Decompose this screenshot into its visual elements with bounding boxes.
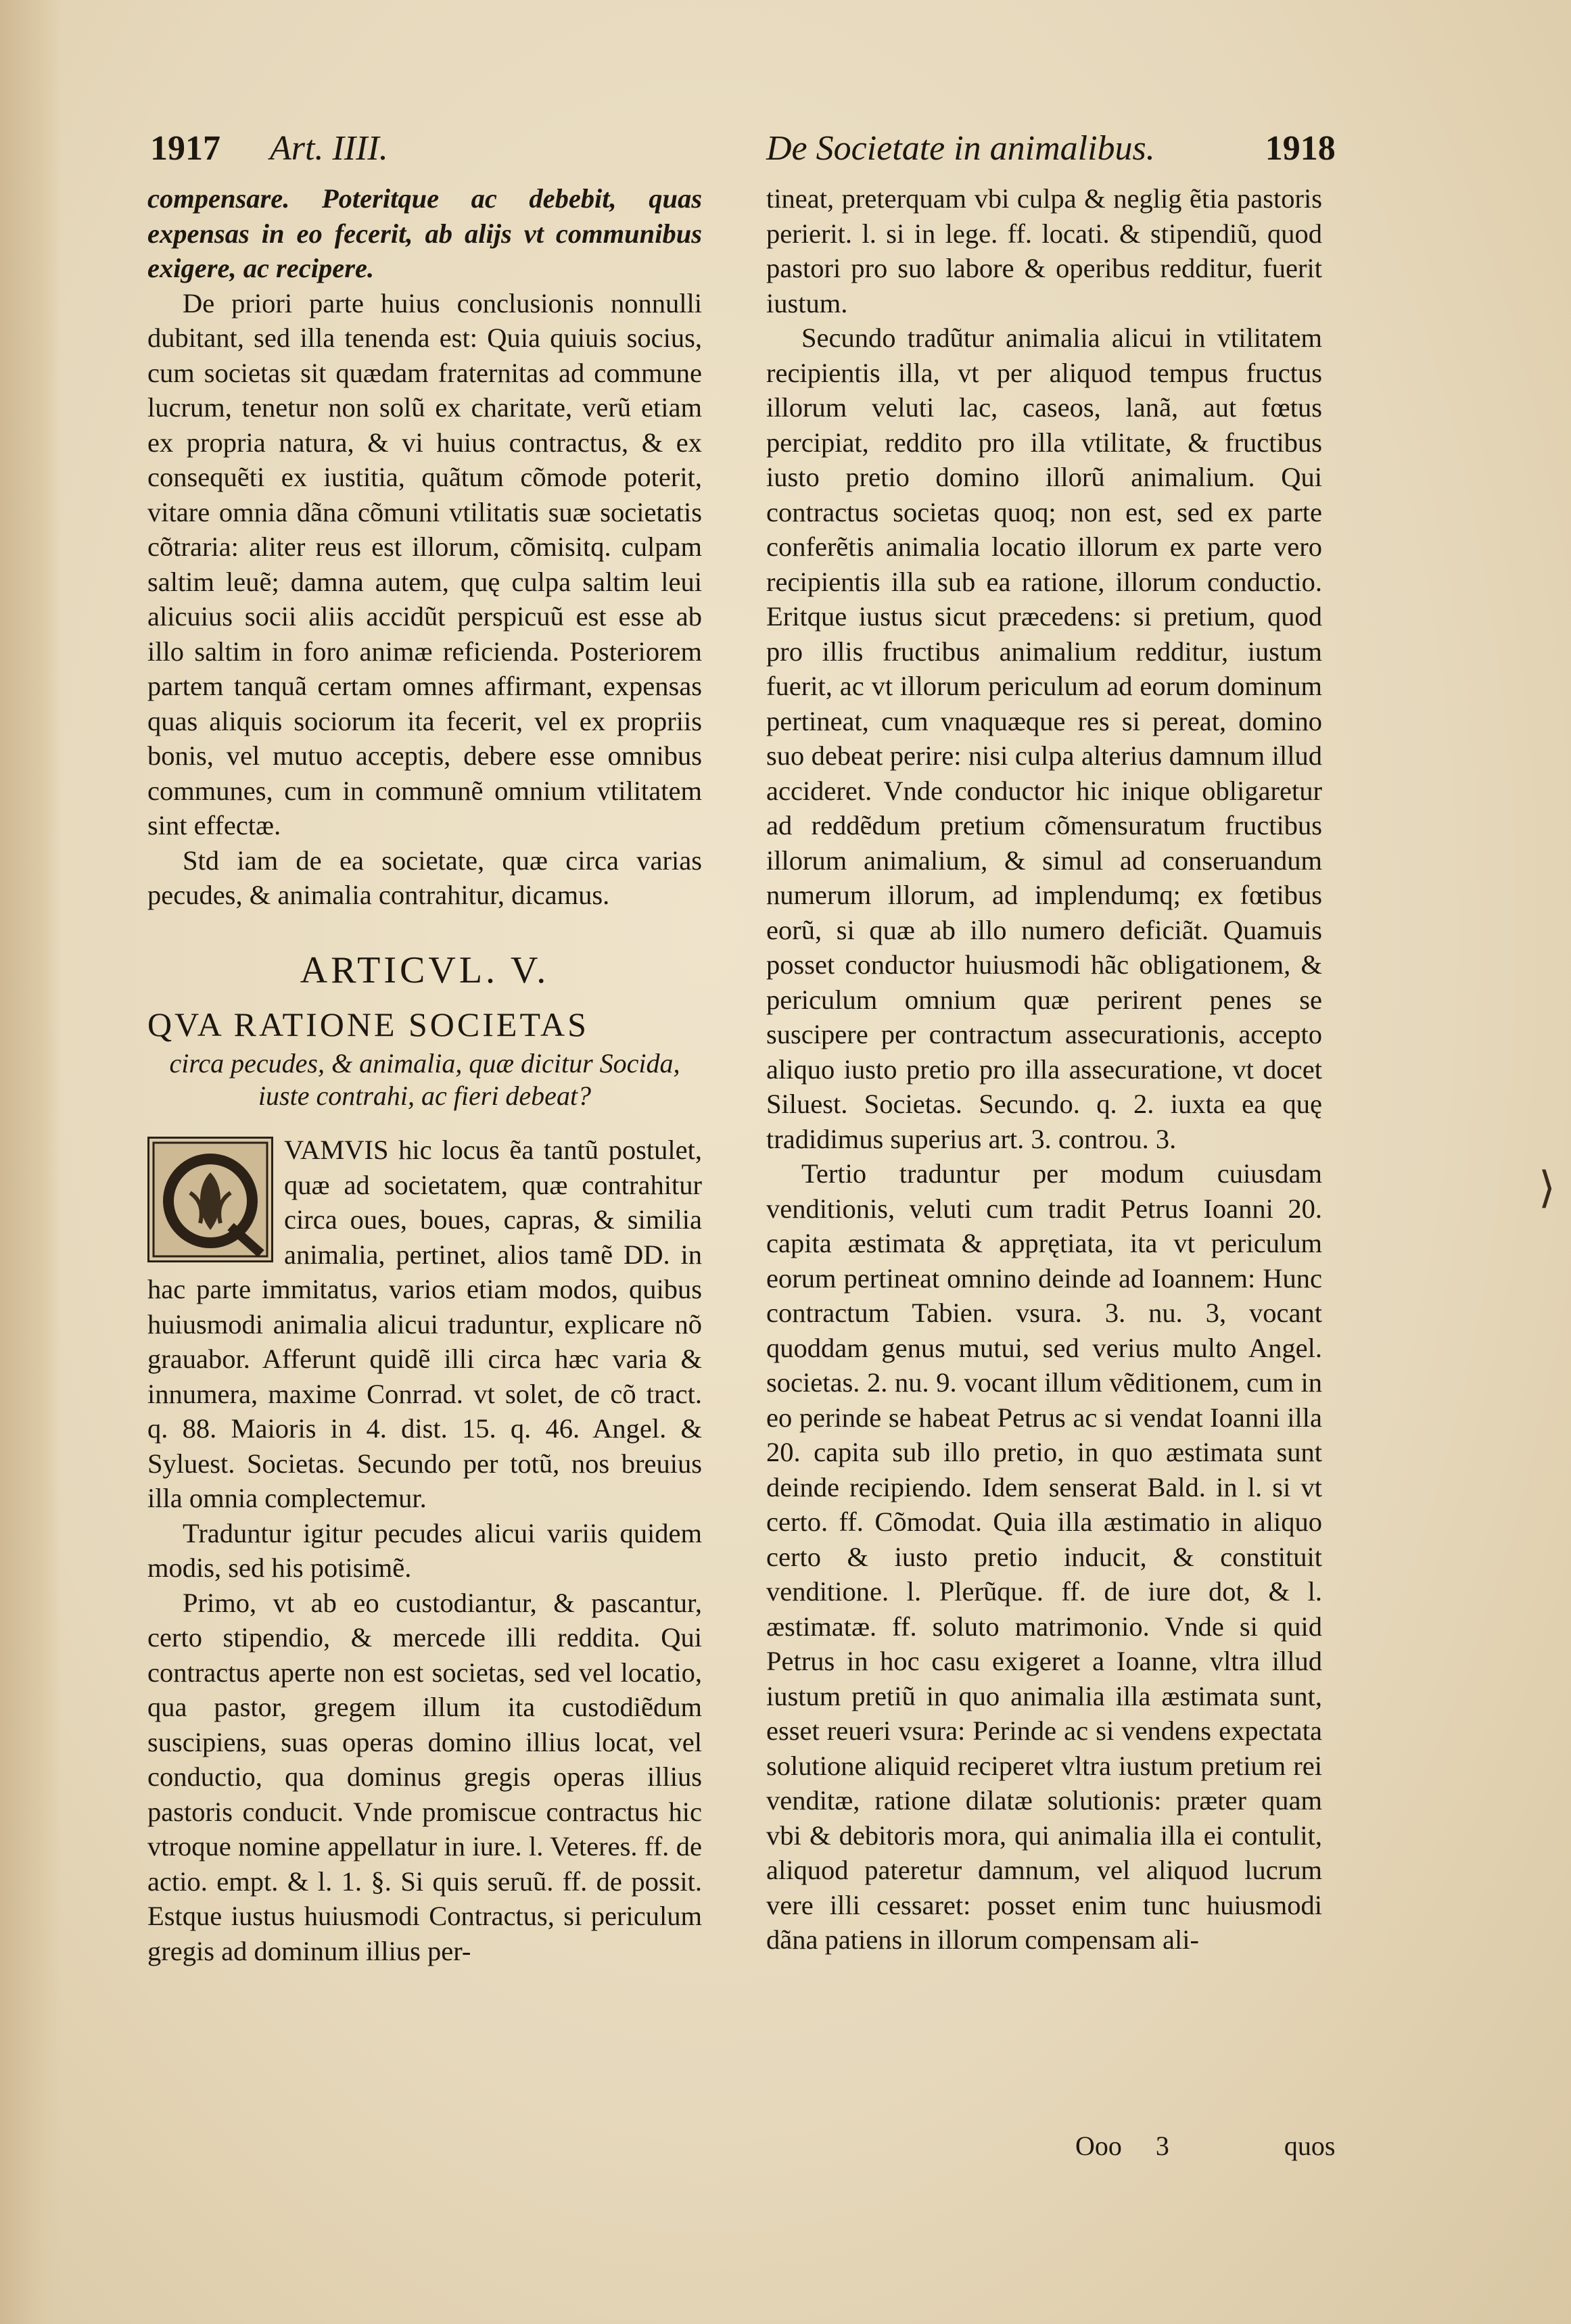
left-header — [150, 128, 388, 168]
signature-mark: Ooo — [1075, 2131, 1122, 2161]
decorated-initial — [147, 1137, 273, 1262]
right-column — [766, 181, 1322, 1958]
right-page-number: 1918 — [1265, 129, 1336, 168]
right-header — [766, 128, 1336, 168]
paragraph: Primo, vt ab eo custodiantur, & pascantur, certo stipendio, & mercede illi reddita. Qui contractus aperte non est societas, sed vel locatio, qua pastor, gregem illum ita custodiẽdum suscipiens, suas operas domino illius locat, vel conductio, qua dominus gregis operas illius pastoris conducit. Vnde promiscue contractus hic vtroque nomine appellatur in iure. l. Veteres. ff. de actio. empt. & l. 1. §. Si quis seruũ. ff. de possit. Estque iustus huiusmodi Contractus, si periculum gregis ad dominum illius per- — [147, 1587, 702, 1966]
catchword: quos — [1284, 2131, 1336, 2161]
page-footer — [1075, 2130, 1362, 2162]
paragraph: Traduntur igitur pecudes alicui variis quidem modis, sed his potisimẽ. — [147, 1517, 702, 1583]
decorated-initial-ornament-icon — [149, 1139, 271, 1260]
right-running-title: De Societate in animalibus. — [766, 129, 1155, 168]
paragraph: tineat, preterquam vbi culpa & neglig ẽtia pastoris perierit. l. si in lege. ff. locati. & stipendiũ, quod pastori pro suo labore & operibus redditur, fuerit iustum. — [766, 183, 1322, 318]
paragraph: De priori parte huius conclusionis nonnulli dubitant, sed illa tenenda est: Quia quiuis socius, cum societas sit quædam fraternitas ad commune lucrum, tenetur non solũ ex charitate, verũ etiam ex propria natura, & vi huius contractus, & ex consequẽti ex iustitia, quãtum cõmode poterit, vitare omnia dãna cõmuni vtilitatis suæ societatis cõtraria: aliter reus est illorum, cõmisitq. culpam saltim leuẽ; damna autem, quę culpa saltim leui alicuius socii aliis accidũt perspicuũ est esse ab illo saltim in foro animæ reficienda. Posteriorem partem tanquã certam omnes affirmant, expensas quas aliquis sociorum ita fecerit, vel ex propriis bonis, vel mutuo acceptis, debere esse omnibus communes, cum in communẽ omnium vtilitatem sint effectæ. — [147, 287, 702, 840]
article-subheading: circa pecudes, & animalia, quæ dicitur Socida, iuste contrahi, ac fieri debeat? — [169, 1048, 680, 1111]
article-heading: QVA RATIONE SOCIETAS — [147, 1005, 589, 1043]
opening-italic-text: compensare. Poteritque ac debebit, quas expensas in eo fecerit, ab alijs vt communibus exigere, ac recipere. — [147, 183, 702, 283]
left-column — [147, 181, 702, 1968]
signature-number: 3 — [1155, 2131, 1169, 2161]
article-title: ARTICVL. V. — [300, 949, 550, 991]
paragraph: VAMVIS hic locus ẽa tantũ postulet, quæ ad societatem, quæ contrahitur circa oues, boues, capras, & similia animalia, pertinet, alios tamẽ DD. in hac parte immitatus, varios etiam modos, quibus huiusmodi animalia alicui traduntur, explicare nõ grauabor. Afferunt quidẽ illi circa hæc varia & innumera, maxime Conrrad. vt solet, de cõ tract. q. 88. Maioris in 4. dist. 15. q. 46. Angel. & Syluest. Societas. Secundo per totũ, nos breuius illa omnia complectemur. — [147, 1135, 702, 1513]
paragraph: Std iam de ea societate, quæ circa varias pecudes, & animalia contrahitur, dicamus. — [147, 845, 702, 910]
paragraph: Tertio traduntur per modum cuiusdam venditionis, veluti cum tradit Petrus Ioanni 20. capita æstimata & apprętiata, ita vt periculum eorum pertineat omnino deinde ad Ioannem: Hunc contractum Tabien. vsura. 3. nu. 3, vocant quoddam genus mutui, sed verius multo Angel. societas. 2. nu. 9. vocant illum vẽditionem, cum in eo perinde se habeat Petrus ac si vendat Ioanni illa 20. capita sub illo pretio, in quo æstimata sunt deinde recipiendo. Idem senserat Bald. in l. si vt certo. ff. Cõmodat. Quia illa æstimatio in aliquo certo & iusto pretio inducit, & constituit venditione. l. Plerũque. ff. de iure dot, & l. æstimatæ. ff. soluto matrimonio. Vnde si quid Petrus in hoc casu exigeret a Ioanne, vltra illud iustum pretiũ in quo animalia illa æstimata sunt, esset reueri vsura: Perinde ac si vendens expectata solutione aliquid reciperet vltra iustum pretium rei venditæ, ratione dilatæ solutionis: præter quam vbi & debitoris mora, qui animalia illa ei contulit, aliquod pateretur damnum, vel aliquod lucrum vere illi cessaret: posset enim tunc huiusmodi dãna patiens in illorum compensam ali- — [766, 1158, 1322, 1955]
left-running-title: Art. IIII. — [270, 129, 388, 168]
binding-edge — [0, 0, 61, 2324]
margin-bracket-mark: ⟩ — [1539, 1164, 1555, 1212]
left-page-number: 1917 — [150, 129, 220, 168]
paragraph: Secundo tradũtur animalia alicui in vtilitatem recipientis illa, vt per aliquod tempus fructus illorum veluti lac, caseos, lanã, aut fœtus percipiat, reddito pro illa vtilitate, & fructibus iusto pretio domino illorũ animalium. Qui contractus societas quoq; non est, sed ex parte conferẽtis animalia locatio illorum ex parte vero recipientis illa sub ea ratione, illorum conductio. Eritque iustus sicut præcedens: si pretium, quod pro illis fructibus animalium redditur, iustum fuerit, ac vt illorum periculum ad eorum dominum pertineat, cum vnaquæque res si pereat, domino suo debeat perire: nisi culpa alterius damnum illud accideret. Vnde conductor hic inique obligaretur ad reddẽdum pretium cõmensuratum fructibus illorum animalium, & simul ad conseruandum numerum illorum, ad implendumq; ex fœtibus eorũ, si quæ ab illo numero deficiãt. Quamuis posset conductor huiusmodi hãc obligationem, & periculum omnium quæ perirent penes se suscipere per contractum assecurationis, accepto aliquo iusto pretio pro illa assecuratione, vt docet Siluest. Societas. Secundo. q. 2. iuxta ea quę tradidimus superius art. 3. controu. 3. — [766, 323, 1322, 1154]
